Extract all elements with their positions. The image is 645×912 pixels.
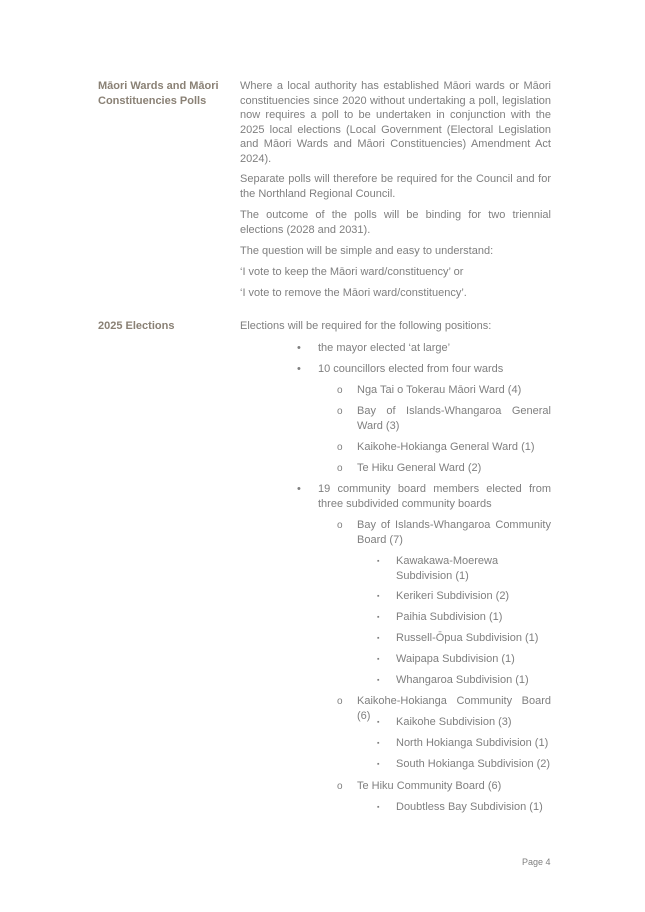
- list-item: Bay of Islands-Whangaroa Community Board (7): [357, 519, 551, 546]
- paragraph: Elections will be required for the following positions:: [240, 320, 492, 332]
- list-item: Kaikohe-Hokianga Community Board (6): [357, 695, 551, 722]
- bullet-marker: ▪: [377, 614, 380, 621]
- bullet-marker: o: [337, 442, 343, 453]
- bullet-marker: o: [337, 520, 343, 531]
- paragraph: Where a local authority has established Māori wards or Māori constituencies since 2020 without undertaking a poll, legislation now requires a poll to be undertaken in conjunction with the 2025 local elections (Local Government (Electoral Legislation and Māori Wards and Māori Constituencies) Amendment Act 2024).: [240, 80, 551, 165]
- paragraph: The question will be simple and easy to understand:: [240, 245, 494, 257]
- list-item: Bay of Islands-Whangaroa General Ward (3): [357, 405, 551, 432]
- bullet-marker: ▪: [377, 656, 380, 663]
- bullet-marker: ▪: [377, 719, 380, 726]
- list-item: the mayor elected ‘at large’: [318, 342, 451, 354]
- list-item: Kawakawa-Moerewa Subdivision (1): [396, 555, 499, 582]
- list-item: Paihia Subdivision (1): [396, 611, 503, 623]
- bullet-marker: o: [337, 696, 343, 707]
- list-item: Kaikohe Subdivision (3): [396, 716, 512, 728]
- list-item: South Hokianga Subdivision (2): [396, 758, 551, 770]
- bullet-marker: •: [297, 363, 301, 375]
- bullet-marker: o: [337, 406, 343, 417]
- list-item: Nga Tai o Tokerau Māori Ward (4): [357, 384, 522, 396]
- bullet-marker: o: [337, 463, 343, 474]
- list-item: Waipapa Subdivision (1): [396, 653, 515, 665]
- bullet-marker: ▪: [377, 804, 380, 811]
- bullet-marker: ▪: [377, 593, 380, 600]
- list-item: North Hokianga Subdivision (1): [396, 737, 549, 749]
- page-number: Page 4: [522, 857, 551, 867]
- section-heading-maori-polls: Māori Wards and Māori Constituencies Polls: [98, 80, 219, 107]
- section-heading-2025-elections: 2025 Elections: [98, 320, 175, 332]
- list-item: Te Hiku Community Board (6): [357, 780, 502, 792]
- bullet-marker: o: [337, 385, 343, 396]
- list-item: Te Hiku General Ward (2): [357, 462, 482, 474]
- list-item: Kaikohe-Hokianga General Ward (1): [357, 441, 535, 453]
- paragraph: The outcome of the polls will be binding for two triennial elections (2028 and 2031).: [240, 209, 551, 236]
- list-item: 19 community board members elected from three subdivided community boards: [318, 483, 551, 510]
- list-item: Russell-Ōpua Subdivision (1): [396, 632, 539, 644]
- bullet-marker: o: [337, 781, 343, 792]
- paragraph: ‘I vote to keep the Māori ward/constituency’ or: [240, 266, 464, 278]
- paragraph: Separate polls will therefore be required for the Council and for the Northland Regional Council.: [240, 173, 551, 200]
- bullet-marker: •: [297, 483, 301, 495]
- bullet-marker: ▪: [377, 740, 380, 747]
- list-item: Kerikeri Subdivision (2): [396, 590, 510, 602]
- bullet-marker: ▪: [377, 677, 380, 684]
- bullet-marker: ▪: [377, 558, 380, 565]
- bullet-marker: •: [297, 342, 301, 354]
- paragraph: ‘I vote to remove the Māori ward/constituency’.: [240, 287, 467, 299]
- list-item: 10 councillors elected from four wards: [318, 363, 504, 375]
- list-item: Whangaroa Subdivision (1): [396, 674, 529, 686]
- bullet-marker: ▪: [377, 761, 380, 768]
- list-item: Doubtless Bay Subdivision (1): [396, 801, 543, 813]
- bullet-marker: ▪: [377, 635, 380, 642]
